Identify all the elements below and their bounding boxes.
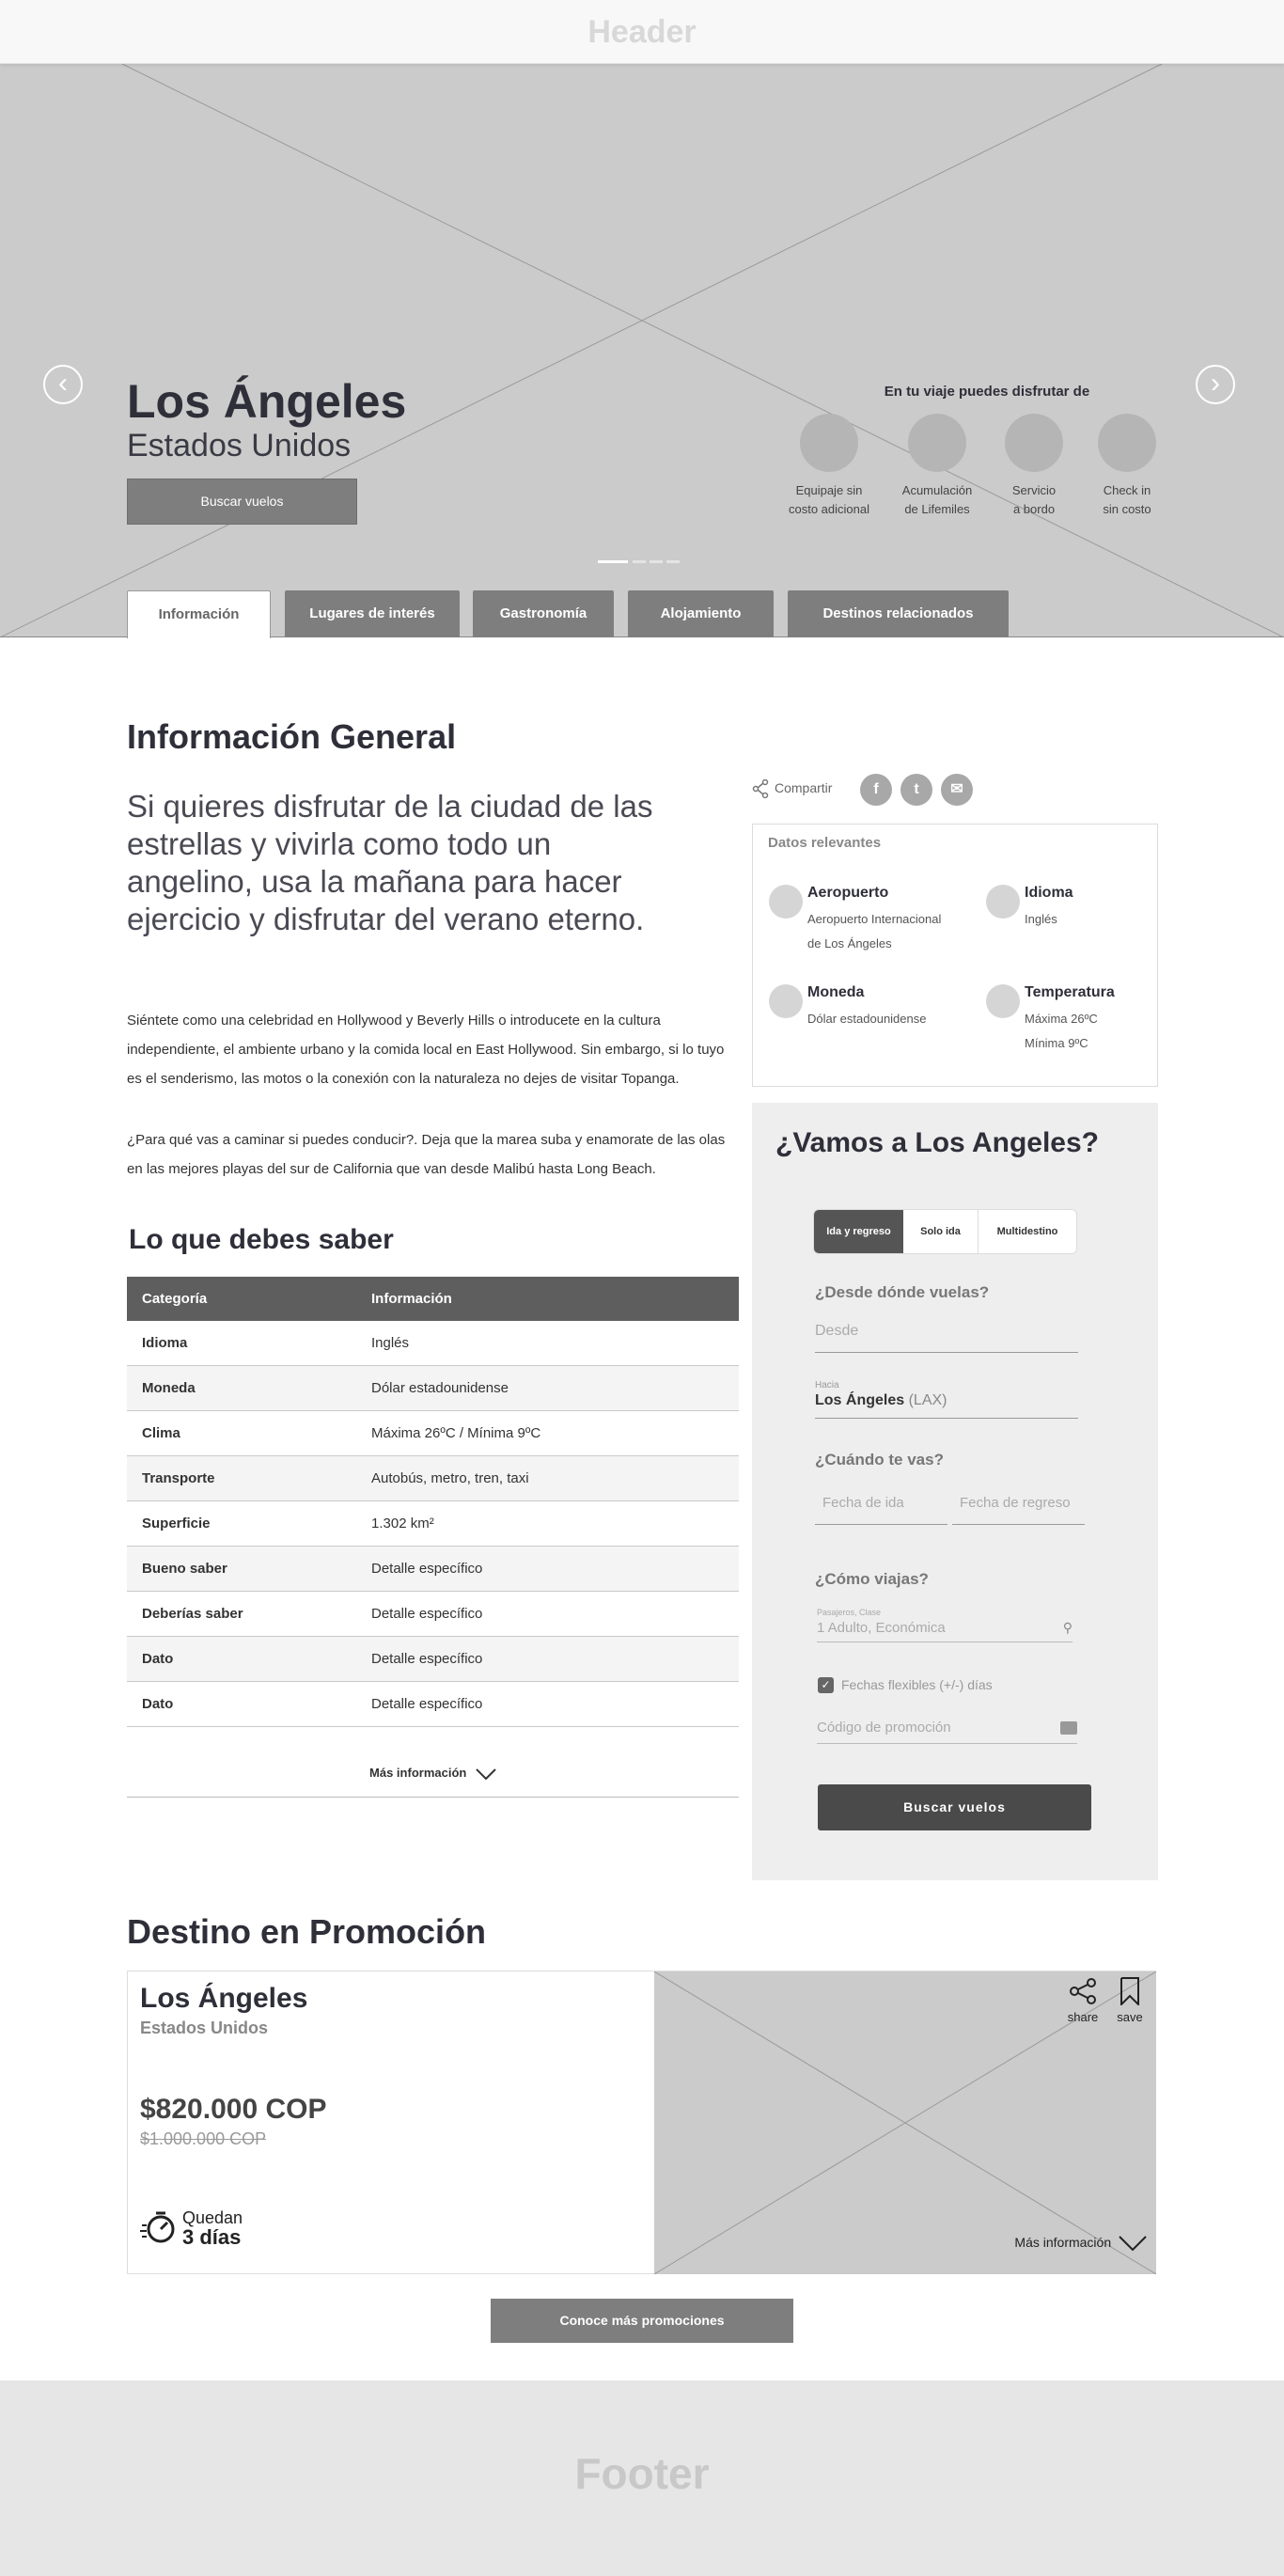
- know-title: Lo que debes saber: [129, 1224, 394, 1255]
- benefit-item: Equipaje sin costo adicional: [773, 414, 885, 519]
- promo-code-input[interactable]: Código de promoción: [817, 1720, 1077, 1744]
- carousel-dot[interactable]: [666, 560, 680, 563]
- carousel-dot[interactable]: [650, 560, 663, 563]
- booking-widget: [752, 1103, 1158, 1880]
- to-input[interactable]: Los Ángeles (LAX): [815, 1392, 1078, 1419]
- hero-search-button[interactable]: Buscar vuelos: [127, 479, 357, 525]
- info-lead: Si quieres disfrutar de la ciudad de las estrellas y vivirla como todo un angelino, usa la mañana para hacer ejercicio y disfrutar del verano eterno.: [127, 789, 653, 936]
- facebook-icon[interactable]: f: [860, 774, 892, 806]
- benefit-item: Check in sin costo: [1071, 414, 1183, 519]
- chevron-down-icon: [476, 1768, 496, 1780]
- image-placeholder: [0, 64, 1284, 637]
- table-row: Transporte Autobús, metro, tren, taxi: [127, 1456, 739, 1501]
- flexible-dates-label: Fechas flexibles (+/-) días: [841, 1677, 993, 1692]
- mail-icon[interactable]: ✉: [941, 774, 973, 806]
- benefit-item: Acumulación de Lifemiles: [881, 414, 994, 519]
- benefit-item: Servicio a bordo: [978, 414, 1090, 519]
- relevant-data-title: Datos relevantes: [768, 835, 882, 851]
- remaining-days: 3 días: [182, 2225, 242, 2249]
- bookmark-icon: [1120, 1977, 1140, 2005]
- hero-country: Estados Unidos: [127, 428, 352, 463]
- chevron-down-icon: [1119, 2236, 1147, 2251]
- stopwatch-icon: [140, 2208, 178, 2246]
- promo-price: $820.000 COP: [140, 2094, 327, 2125]
- language-icon: [986, 885, 1020, 919]
- ticket-icon: [1060, 1721, 1077, 1735]
- promo-old-price: $1.000.000 COP: [140, 2129, 267, 2148]
- booking-title: ¿Vamos a Los Angeles?: [775, 1127, 1099, 1158]
- header-placeholder: Header: [0, 0, 1284, 64]
- table-row: Deberías saber Detalle específico: [127, 1592, 739, 1637]
- promo-country: Estados Unidos: [140, 2018, 269, 2037]
- return-date-input[interactable]: Fecha de regreso: [952, 1495, 1085, 1525]
- promo-city: Los Ángeles: [140, 1983, 308, 2014]
- info-paragraph: ¿Para qué vas a caminar si puedes conducir?. Deja que la marea suba y enamorate de las olas en las mejores playas del sur de California que van desde Malibú hasta Long Beach.: [127, 1132, 726, 1177]
- promo-image: [654, 1971, 1156, 2274]
- trip-roundtrip[interactable]: Ida y regreso: [814, 1210, 903, 1253]
- benefit-icon: [800, 414, 858, 472]
- table-row: Dato Detalle específico: [127, 1682, 739, 1727]
- temperature-icon: [986, 984, 1020, 1018]
- benefit-icon: [1098, 414, 1156, 472]
- chevron-left-icon[interactable]: ‹: [43, 365, 83, 404]
- info-paragraph: Siéntete como una celebridad en Hollywood y Beverly Hills o introducete en la cultura independiente, el ambiente urbano y la comida local en East Hollywood. Sin embargo, si lo tuyo es el senderismo, las motos o la conexión con la naturaleza no dejes de visitar Topanga.: [127, 1013, 725, 1087]
- chevron-right-icon[interactable]: ›: [1196, 365, 1235, 404]
- info-title: Información General: [127, 717, 457, 756]
- carousel-dot[interactable]: [633, 560, 646, 563]
- know-table: [127, 1277, 739, 1727]
- footer-placeholder: Footer: [0, 2380, 1284, 2576]
- carousel-dot-active[interactable]: [598, 560, 628, 563]
- promo-card: [127, 1971, 1156, 2274]
- benefit-icon: [908, 414, 966, 472]
- passengers-input[interactable]: 1 Adulto, Económica ⚲: [817, 1620, 1073, 1642]
- table-row: Superficie 1.302 km²: [127, 1501, 739, 1547]
- save-button[interactable]: save: [1111, 1977, 1149, 2024]
- from-input[interactable]: Desde: [815, 1323, 1078, 1353]
- promo-section-title: Destino en Promoción: [127, 1912, 487, 1951]
- table-row: Clima Máxima 26ºC / Mínima 9ºC: [127, 1411, 739, 1456]
- how-question: ¿Cómo viajas?: [815, 1570, 929, 1588]
- tab-gastronomia[interactable]: Gastronomía: [473, 590, 614, 637]
- flexible-dates-checkbox[interactable]: ✓: [818, 1677, 834, 1693]
- table-row: Dato Detalle específico: [127, 1637, 739, 1682]
- tab-alojamiento[interactable]: Alojamiento: [628, 590, 774, 637]
- benefit-icon: [1005, 414, 1063, 472]
- benefits-title: En tu viaje puedes disfrutar de: [884, 384, 1090, 400]
- table-header: Categoría Información: [127, 1277, 739, 1321]
- remaining-label: Quedan: [182, 2208, 243, 2227]
- to-label: Hacia: [815, 1380, 839, 1390]
- depart-date-input[interactable]: Fecha de ida: [815, 1495, 947, 1525]
- trip-oneway[interactable]: Solo ida: [903, 1210, 979, 1253]
- user-icon: ⚲: [1062, 1620, 1073, 1635]
- share-icon: [1068, 1977, 1098, 2005]
- table-row: Bueno saber Detalle específico: [127, 1547, 739, 1592]
- tab-informacion[interactable]: Información: [127, 590, 271, 638]
- more-promotions-button[interactable]: Conoce más promociones: [491, 2299, 793, 2343]
- tab-destinos[interactable]: Destinos relacionados: [788, 590, 1009, 637]
- share-icon: [752, 779, 769, 798]
- relevant-data-card: Datos relevantes Aeropuerto Aeropuerto Internacional de Los Ángeles Idioma Inglés Moneda Dólar estadounidense Temperatura Máxima 26ºC Mínima 9ºC: [752, 824, 1158, 1087]
- promo-more-link[interactable]: Más información: [1014, 2235, 1147, 2251]
- airport-icon: [769, 885, 803, 919]
- share-button[interactable]: share: [1064, 1977, 1102, 2024]
- table-row: Moneda Dólar estadounidense: [127, 1366, 739, 1411]
- trip-multi[interactable]: Multidestino: [996, 1226, 1058, 1237]
- tab-lugares[interactable]: Lugares de interés: [285, 590, 460, 637]
- from-question: ¿Desde dónde vuelas?: [815, 1283, 990, 1301]
- hero-banner: [0, 64, 1284, 637]
- search-flights-button[interactable]: Buscar vuelos: [818, 1784, 1091, 1830]
- trip-type-selector: [813, 1209, 1077, 1254]
- table-row: Idioma Inglés: [127, 1321, 739, 1366]
- passengers-label: Pasajeros, Clase: [817, 1608, 882, 1617]
- hero-city: Los Ángeles: [127, 375, 407, 428]
- twitter-icon[interactable]: t: [900, 774, 932, 806]
- more-info-link[interactable]: Más información: [127, 1752, 739, 1798]
- currency-icon: [769, 984, 803, 1018]
- when-question: ¿Cuándo te vas?: [815, 1451, 944, 1469]
